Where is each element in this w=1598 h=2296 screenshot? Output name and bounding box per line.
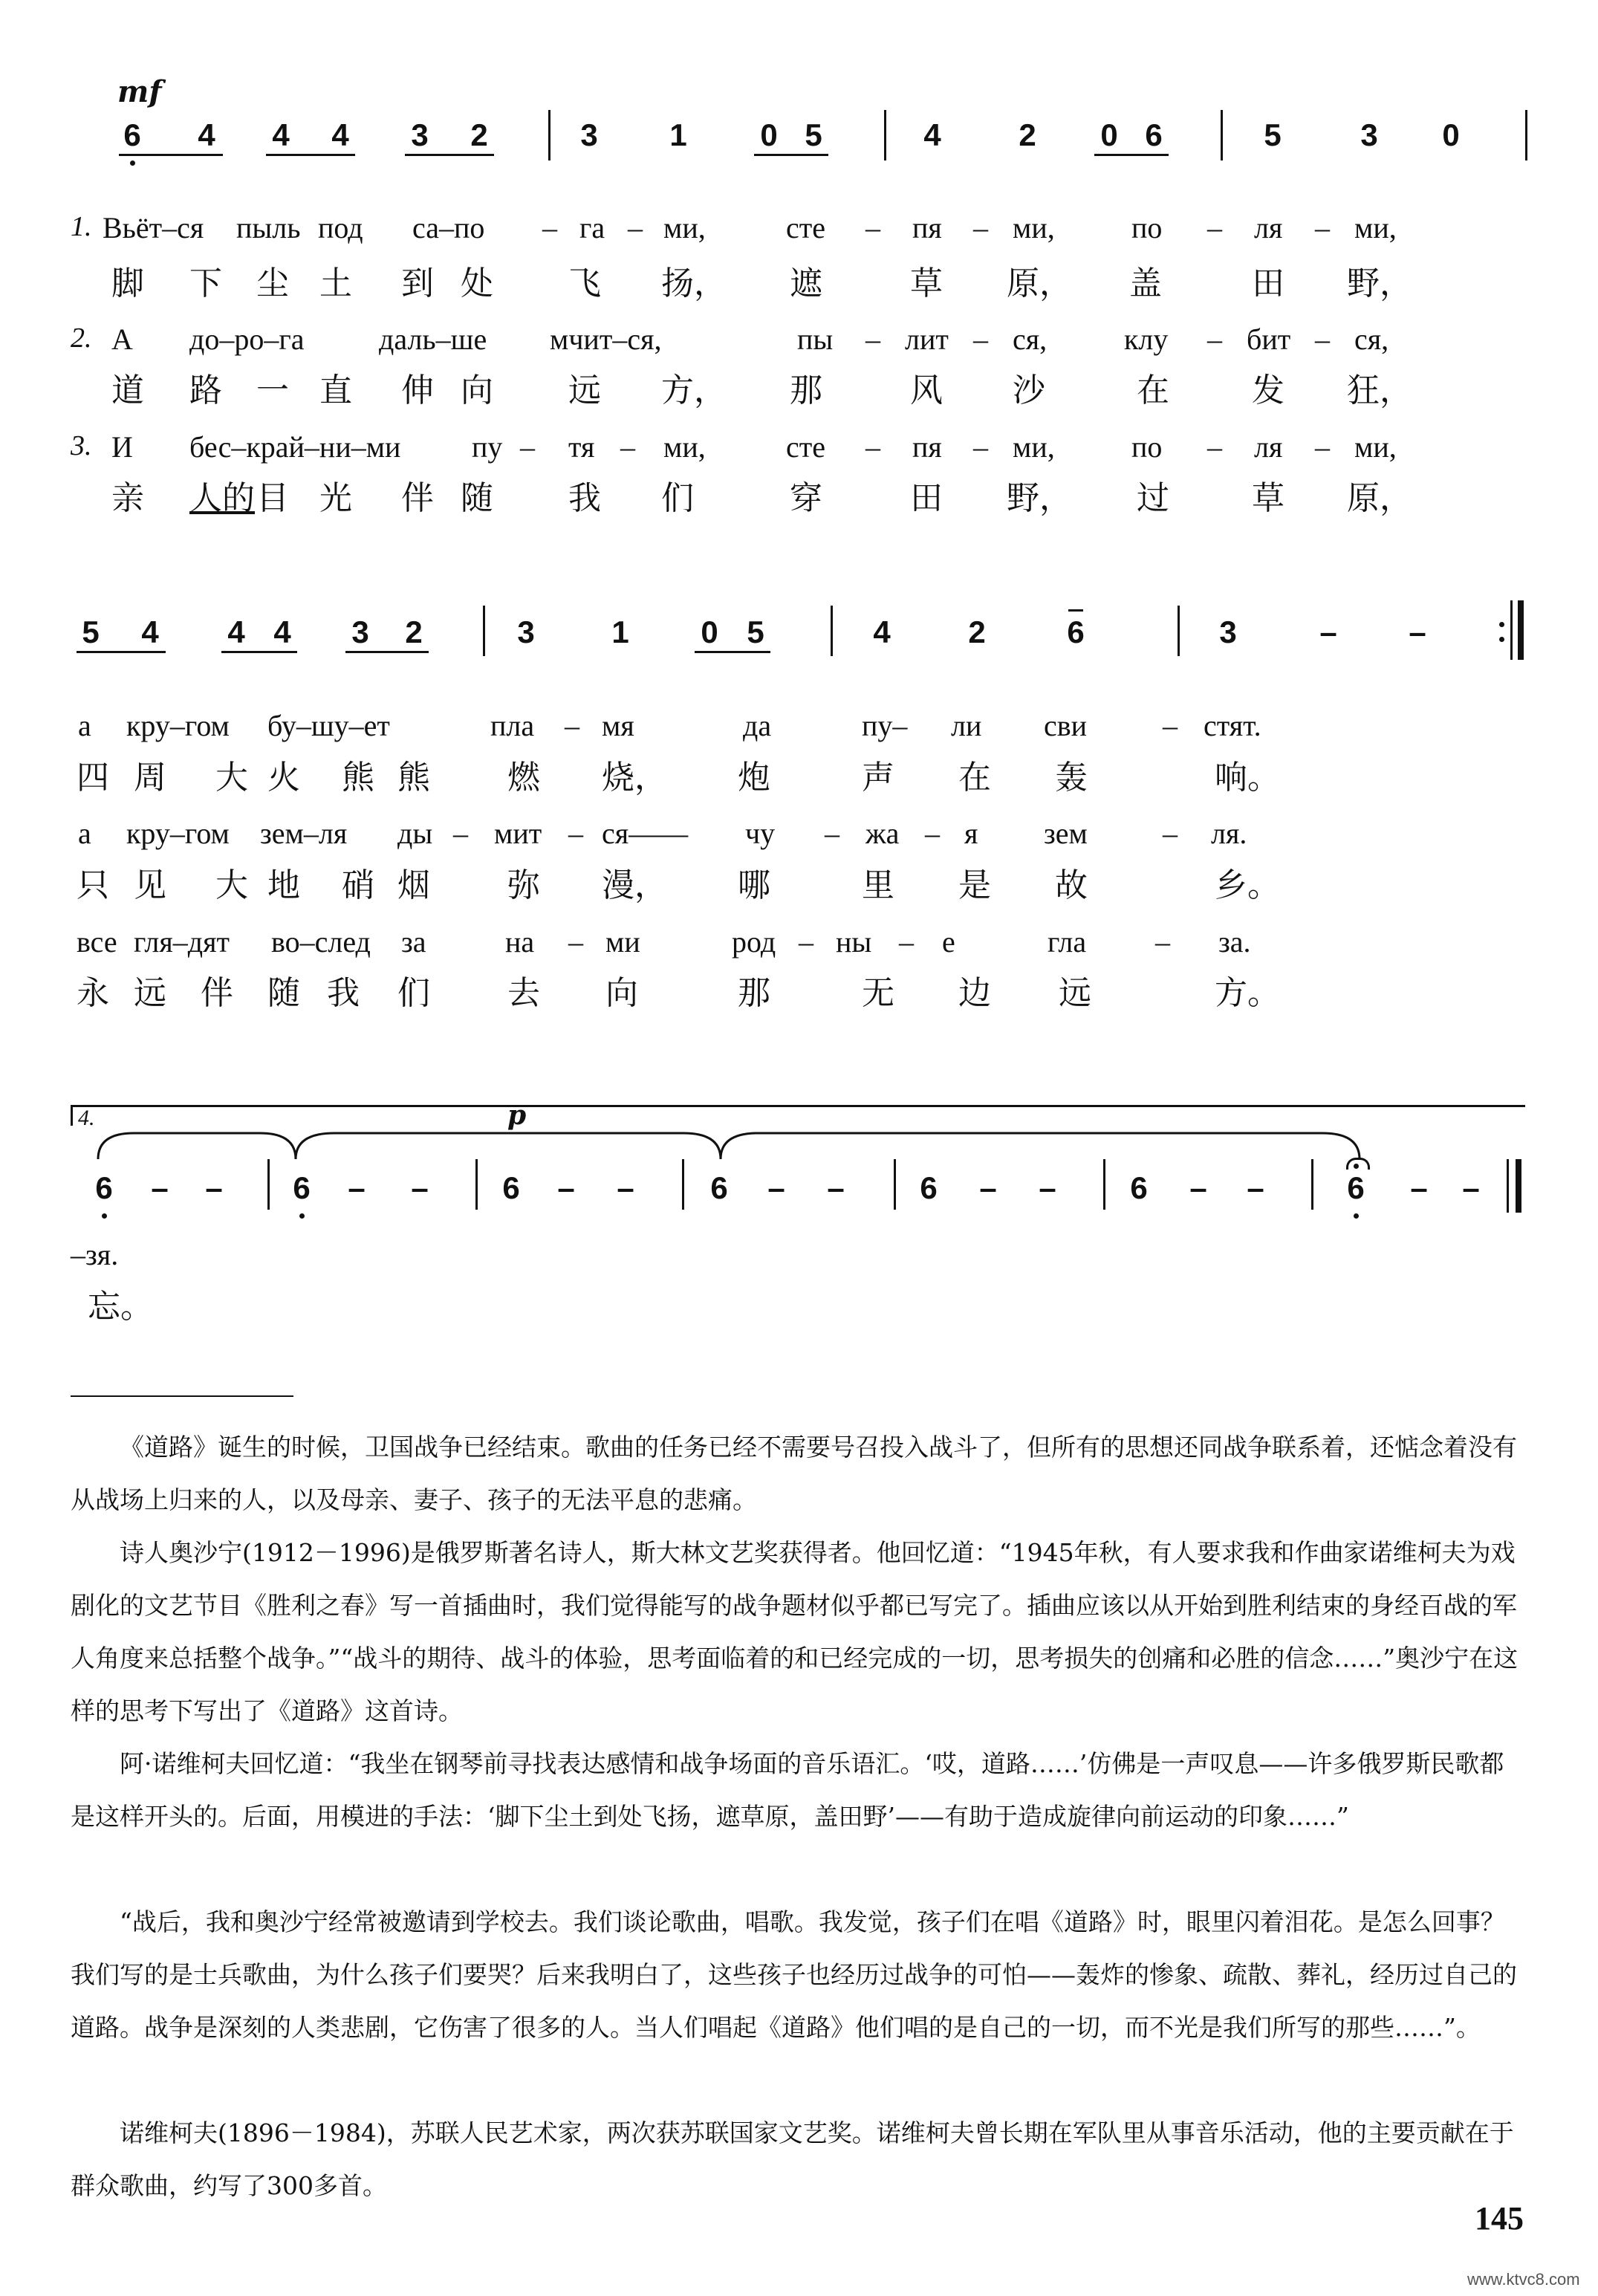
note: – bbox=[1039, 1170, 1056, 1205]
ru-syllable: пыль bbox=[236, 211, 301, 244]
ru-syllable: ми, bbox=[663, 211, 706, 244]
ru-syllable: – bbox=[1163, 817, 1178, 850]
ru-syllable: – bbox=[925, 817, 940, 850]
underline bbox=[1094, 154, 1169, 156]
cn-char: 故 bbox=[1055, 866, 1088, 904]
ru-syllable: ми, bbox=[1013, 211, 1055, 244]
note: 0 bbox=[760, 117, 778, 152]
ru-syllable: гля–дят bbox=[134, 925, 230, 959]
cn-char: 弥 bbox=[507, 866, 540, 904]
cn-char: 扬， bbox=[661, 265, 727, 302]
ru-syllable: – bbox=[865, 322, 880, 356]
note: – bbox=[348, 1170, 366, 1205]
cn-char: 远 bbox=[1059, 974, 1091, 1012]
ru-syllable: до–ро–га bbox=[189, 322, 305, 356]
cn-char: 硝 bbox=[342, 866, 374, 904]
ru-syllable: ся—— bbox=[602, 817, 689, 850]
ru-syllable: бес–край–ни–ми bbox=[189, 430, 401, 464]
cn-char: 一 bbox=[256, 372, 289, 409]
note: 0 bbox=[1442, 117, 1460, 152]
note: 6 bbox=[920, 1170, 938, 1205]
cn-char: 去 bbox=[507, 974, 540, 1012]
ru-syllable: мит bbox=[494, 817, 542, 850]
low-octave-dot bbox=[102, 1213, 107, 1219]
barline bbox=[1510, 600, 1513, 660]
ru-syllable: по bbox=[1131, 430, 1163, 464]
ru-syllable: – bbox=[520, 430, 535, 464]
cn-char: 只 bbox=[77, 866, 109, 904]
ru-syllable: – bbox=[865, 430, 880, 464]
note: – bbox=[1410, 1170, 1428, 1205]
ru-syllable: пы bbox=[797, 322, 834, 356]
ru-syllable: ны bbox=[836, 925, 872, 959]
underline bbox=[754, 154, 828, 156]
ru-syllable: зем–ля bbox=[260, 817, 348, 850]
ru-syllable: – bbox=[973, 322, 988, 356]
ru-syllable: сте bbox=[786, 211, 825, 244]
ru-syllable: гла bbox=[1048, 925, 1087, 959]
cn-char: 伴 bbox=[201, 974, 233, 1012]
ru-syllable: ля bbox=[1254, 211, 1283, 244]
ru-syllable: – bbox=[1207, 430, 1222, 464]
note: – bbox=[979, 1170, 997, 1205]
cn-char: 火 bbox=[267, 759, 300, 797]
cn-char: 大 bbox=[215, 759, 248, 797]
ru-syllable: ля. bbox=[1211, 817, 1247, 850]
cn-char: 烟 bbox=[397, 866, 430, 904]
cn-char: 遮 bbox=[790, 265, 822, 302]
barline bbox=[1103, 1159, 1105, 1210]
cn-char: 土 bbox=[319, 265, 352, 302]
low-octave-dot bbox=[299, 1213, 305, 1219]
ru-syllable: мчит–ся, bbox=[550, 322, 662, 356]
ru-syllable: все bbox=[77, 925, 117, 959]
cn-char: 轰 bbox=[1055, 759, 1088, 797]
cn-char: 狂， bbox=[1347, 372, 1412, 409]
commentary-paragraph: 《道路》诞生的时候，卫国战争已经结束。歌曲的任务已经不需要号召投入战斗了，但所有的思想还同战争联系着，还惦念着没有从战场上归来的人，以及母亲、妻子、孩子的无法平息的悲痛。 bbox=[71, 1433, 1517, 1514]
note: 4 bbox=[272, 117, 290, 152]
ru-syllable: кру–гом bbox=[126, 709, 230, 742]
cn-char: 盖 bbox=[1129, 265, 1162, 302]
note: – bbox=[1409, 614, 1426, 649]
cn-char: 到 bbox=[401, 265, 434, 302]
cn-char: 下 bbox=[189, 265, 222, 302]
note: – bbox=[767, 1170, 785, 1205]
ru-syllable: – bbox=[1163, 709, 1178, 742]
barline bbox=[682, 1159, 684, 1210]
ru-syllable: да bbox=[743, 709, 772, 742]
ru-syllable: ли bbox=[951, 709, 982, 742]
repeat-dot bbox=[1499, 637, 1504, 642]
note: 2 bbox=[470, 117, 488, 152]
note: 6 bbox=[1347, 1170, 1365, 1205]
cn-char: 见 bbox=[134, 866, 166, 904]
note: 1 bbox=[611, 614, 629, 649]
ru-syllable: – bbox=[1155, 925, 1170, 959]
ru-syllable: – bbox=[568, 817, 583, 850]
note: 6 bbox=[293, 1170, 311, 1205]
ru-syllable: Вьёт–ся bbox=[103, 211, 204, 244]
ru-syllable: пу– bbox=[862, 709, 908, 742]
barline bbox=[884, 110, 886, 160]
ru-syllable: сте bbox=[786, 430, 825, 464]
cn-char: 草 bbox=[910, 265, 943, 302]
cn-char: 伸 bbox=[401, 372, 434, 409]
note: – bbox=[205, 1170, 223, 1205]
ru-syllable: сви bbox=[1044, 709, 1088, 742]
barline bbox=[483, 606, 485, 656]
ru-syllable: – bbox=[799, 925, 813, 959]
cn-char: 穿 bbox=[790, 479, 822, 517]
barline bbox=[548, 110, 550, 160]
ru-syllable: – bbox=[973, 211, 988, 244]
note: 2 bbox=[405, 614, 423, 649]
ru-syllable: ся, bbox=[1013, 322, 1048, 356]
cn-char: 响。 bbox=[1215, 759, 1280, 797]
cn-char: 熊 bbox=[342, 759, 374, 797]
ru-syllable: – bbox=[565, 709, 579, 742]
ru-syllable: – bbox=[1207, 322, 1222, 356]
barline bbox=[1507, 1159, 1509, 1213]
cn-char: 四 bbox=[77, 759, 109, 797]
cn-char: 野， bbox=[1347, 265, 1412, 302]
low-octave-dot bbox=[1354, 1213, 1359, 1219]
ru-syllable: ми, bbox=[1354, 430, 1397, 464]
cn-char: 田 bbox=[910, 479, 943, 517]
cn-char: 光 bbox=[319, 479, 352, 517]
ru-syllable: – bbox=[628, 211, 643, 244]
cn-char: 脚 bbox=[111, 265, 144, 302]
note: – bbox=[1247, 1170, 1264, 1205]
ru-syllable: –зя. bbox=[71, 1238, 119, 1271]
cn-char: 那 bbox=[738, 974, 770, 1012]
commentary-paragraph: 诺维柯夫(1896－1984)，苏联人民艺术家，两次获苏联国家文艺奖。诺维柯夫曾长期在军队里从事音乐活动，他的主要贡献在于群众歌曲，约写了300多首。 bbox=[71, 2118, 1514, 2200]
commentary-paragraph: 阿·诺维柯夫回忆道：“我坐在钢琴前寻找表达感情和战争场面的音乐语汇。‘哎，道路……’仿佛是一声叹息——许多俄罗斯民歌都是这样开头的。后面，用模进的手法：‘脚下尘土到处飞扬，遮草原，盖田野’——有助于造成旋律向前运动的印象……” bbox=[71, 1749, 1504, 1831]
cn-char: 目 bbox=[256, 479, 289, 517]
ru-syllable: во–след bbox=[271, 925, 371, 959]
ru-syllable: зем bbox=[1044, 817, 1088, 850]
note: 3 bbox=[411, 117, 429, 152]
cn-char: 向 bbox=[605, 974, 638, 1012]
cn-char: 向 bbox=[461, 372, 493, 409]
note: 4 bbox=[227, 614, 245, 649]
underline bbox=[405, 154, 494, 156]
cn-char: 哪 bbox=[738, 866, 770, 904]
cn-char: 原， bbox=[1347, 479, 1412, 517]
note: 5 bbox=[82, 614, 100, 649]
ru-syllable: чу bbox=[745, 817, 776, 850]
ru-syllable: за. bbox=[1218, 925, 1251, 959]
ru-syllable: – bbox=[825, 817, 839, 850]
note: 6 bbox=[502, 1170, 520, 1205]
cn-char: 们 bbox=[397, 974, 430, 1012]
volta-bracket bbox=[71, 1105, 1525, 1126]
barline bbox=[1311, 1159, 1313, 1210]
fermata-dot bbox=[1354, 1164, 1359, 1169]
cn-char: 里 bbox=[862, 866, 894, 904]
cn-char: 发 bbox=[1252, 372, 1284, 409]
ru-syllable: ды bbox=[397, 817, 433, 850]
note: 6 bbox=[1067, 614, 1085, 649]
ru-syllable: пя bbox=[912, 430, 942, 464]
cn-char: 飞 bbox=[568, 265, 601, 302]
cn-char: 道 bbox=[111, 372, 144, 409]
note: – bbox=[151, 1170, 169, 1205]
cn-char: 过 bbox=[1137, 479, 1169, 517]
cn-char: 草 bbox=[1252, 479, 1284, 517]
note: 4 bbox=[923, 117, 941, 152]
cn-char: 远 bbox=[568, 372, 601, 409]
ru-syllable: стят. bbox=[1204, 709, 1261, 742]
note: 6 bbox=[123, 117, 141, 152]
cn-char: 乡。 bbox=[1215, 866, 1280, 904]
ru-syllable: тя bbox=[568, 430, 595, 464]
tie-arcs bbox=[89, 1126, 1501, 1170]
ru-syllable: ми, bbox=[1013, 430, 1055, 464]
cn-char: 无 bbox=[862, 974, 894, 1012]
ru-syllable: за bbox=[401, 925, 426, 959]
cn-char: 在 bbox=[1137, 372, 1169, 409]
note: 6 bbox=[1130, 1170, 1148, 1205]
cn-char: 野， bbox=[1007, 479, 1072, 517]
cn-char: 方， bbox=[661, 372, 727, 409]
cn-char: 直 bbox=[319, 372, 352, 409]
note: – bbox=[557, 1170, 575, 1205]
ru-syllable: пла bbox=[490, 709, 535, 742]
cn-char: 地 bbox=[267, 866, 300, 904]
ru-syllable: ля bbox=[1254, 430, 1283, 464]
ru-syllable: род bbox=[732, 925, 776, 959]
ru-syllable: – bbox=[620, 430, 635, 464]
ru-syllable: И bbox=[111, 430, 133, 464]
barline bbox=[831, 606, 833, 656]
barline bbox=[894, 1159, 896, 1210]
note: 4 bbox=[331, 117, 349, 152]
ru-syllable: – bbox=[1207, 211, 1222, 244]
cn-char: 亲 bbox=[111, 479, 144, 517]
cn-char: 漫， bbox=[602, 866, 667, 904]
ru-syllable: – bbox=[1315, 322, 1330, 356]
note: 5 bbox=[1264, 117, 1282, 152]
barline bbox=[1525, 110, 1527, 160]
note: 3 bbox=[580, 117, 598, 152]
verse-number: 3. bbox=[71, 430, 92, 461]
cn-char: 处 bbox=[461, 265, 493, 302]
underline bbox=[266, 154, 355, 156]
note: 2 bbox=[1019, 117, 1036, 152]
note: 5 bbox=[747, 614, 764, 649]
ru-syllable: ся, bbox=[1354, 322, 1389, 356]
note: – bbox=[411, 1170, 429, 1205]
ru-syllable: пя bbox=[912, 211, 942, 244]
commentary-paragraph: “战后，我和奥沙宁经常被邀请到学校去。我们谈论歌曲，唱歌。我发觉，孩子们在唱《道路》时，眼里闪着泪花。是怎么回事？我们写的是士兵歌曲，为什么孩子们要哭？后来我明白了，这些孩子也经历过战争的可怕——轰炸的惨象、疏散、葬礼，经历过自己的道路。战争是深刻的人类悲剧，它伤害了很多的人。当人们唱起《道路》他们唱的是自己的一切，而不光是我们所写的那些……”。 bbox=[71, 1907, 1517, 2042]
ru-syllable: – bbox=[568, 925, 583, 959]
ru-syllable: ми, bbox=[1354, 211, 1397, 244]
note: – bbox=[617, 1170, 634, 1205]
cn-char: 随 bbox=[461, 479, 493, 517]
ru-syllable: кру–гом bbox=[126, 817, 230, 850]
underline bbox=[221, 651, 297, 653]
ru-syllable: бу–шу–ет bbox=[267, 709, 390, 742]
note: 3 bbox=[1360, 117, 1378, 152]
barline-final bbox=[1516, 1159, 1521, 1213]
cn-char: 我 bbox=[327, 974, 360, 1012]
ru-syllable: даль–ше bbox=[379, 322, 487, 356]
ru-syllable: жа bbox=[865, 817, 900, 850]
ru-syllable: – bbox=[899, 925, 914, 959]
ru-syllable: а bbox=[78, 817, 91, 850]
note: – bbox=[1462, 1170, 1480, 1205]
cn-char: 永 bbox=[77, 974, 109, 1012]
cn-char: 大 bbox=[215, 866, 248, 904]
watermark: www.ktvc8.com bbox=[1467, 2270, 1580, 2289]
note: 6 bbox=[710, 1170, 728, 1205]
barline bbox=[1221, 110, 1223, 160]
barline bbox=[1178, 606, 1180, 656]
cn-char: 田 bbox=[1252, 265, 1284, 302]
cn-char: 们 bbox=[661, 479, 694, 517]
note: 4 bbox=[198, 117, 215, 152]
barline bbox=[267, 1159, 270, 1210]
ru-syllable: ми bbox=[605, 925, 640, 959]
ru-syllable: ми, bbox=[663, 430, 706, 464]
dynamic-mf: mf bbox=[117, 74, 162, 109]
underline bbox=[77, 651, 166, 653]
ru-syllable: – bbox=[973, 430, 988, 464]
note: 5 bbox=[805, 117, 822, 152]
barline-final bbox=[1518, 600, 1524, 660]
cn-char: 边 bbox=[958, 974, 991, 1012]
note: 4 bbox=[273, 614, 291, 649]
cn-char: 我 bbox=[568, 479, 601, 517]
dynamic-p: p bbox=[507, 1100, 527, 1131]
repeat-dot bbox=[1499, 622, 1504, 627]
note: 4 bbox=[141, 614, 159, 649]
ru-syllable: по bbox=[1131, 211, 1163, 244]
commentary-paragraph: 诗人奥沙宁(1912－1996)是俄罗斯著名诗人，斯大林文艺奖获得者。他回忆道：“1945年秋，有人要求我和作曲家诺维柯夫为戏剧化的文艺节目《胜利之春》写一首插曲时，我们觉得能写的战争题材似乎都已写完了。插曲应该以从开始到胜利结束的身经百战的军人角度来总括整个战争。”“战斗的期待、战斗的体验，思考面临着的和已经完成的一切，思考损失的创痛和必胜的信念……”奥沙宁在这样的思考下写出了《道路》这首诗。 bbox=[71, 1538, 1519, 1725]
cn-char: 周 bbox=[134, 759, 166, 797]
cn-char: 人的 bbox=[189, 479, 255, 517]
underline bbox=[119, 154, 223, 156]
ru-syllable: А bbox=[111, 322, 133, 356]
ru-syllable: под bbox=[318, 211, 363, 244]
cn-char: 方。 bbox=[1215, 974, 1280, 1012]
cn-char: 燃 bbox=[507, 759, 540, 797]
underline bbox=[1068, 609, 1083, 612]
cn-char: 随 bbox=[267, 974, 300, 1012]
underline bbox=[345, 651, 429, 653]
cn-char: 伴 bbox=[401, 479, 434, 517]
cn-char: 是 bbox=[958, 866, 991, 904]
verse-number: 1. bbox=[71, 211, 92, 242]
cn-char: 原， bbox=[1007, 265, 1072, 302]
ru-syllable: – bbox=[865, 211, 880, 244]
ru-syllable: лит bbox=[905, 322, 949, 356]
ru-syllable: на bbox=[505, 925, 535, 959]
cn-char: 那 bbox=[790, 372, 822, 409]
ru-syllable: я bbox=[964, 817, 978, 850]
ru-syllable: – bbox=[453, 817, 468, 850]
cn-char: 烧， bbox=[602, 759, 667, 797]
note: 2 bbox=[968, 614, 986, 649]
note: 6 bbox=[1145, 117, 1163, 152]
cn-char: 远 bbox=[134, 974, 166, 1012]
cn-char: 路 bbox=[189, 372, 222, 409]
underline bbox=[695, 651, 770, 653]
note: 3 bbox=[351, 614, 369, 649]
ru-syllable: – bbox=[1315, 430, 1330, 464]
note: 0 bbox=[1100, 117, 1118, 152]
cn-char: 声 bbox=[862, 759, 894, 797]
ru-syllable: бит bbox=[1247, 322, 1291, 356]
note: – bbox=[1189, 1170, 1207, 1205]
cn-char: 沙 bbox=[1013, 372, 1045, 409]
ru-syllable: а bbox=[78, 709, 91, 742]
note: – bbox=[1319, 614, 1337, 649]
verse-number: 2. bbox=[71, 322, 92, 354]
cn-char: 忘。 bbox=[88, 1288, 153, 1326]
barline bbox=[475, 1159, 478, 1210]
ru-syllable: мя bbox=[602, 709, 634, 742]
ru-syllable: са–по bbox=[412, 211, 485, 244]
ru-syllable: га bbox=[579, 211, 605, 244]
ru-syllable: клу bbox=[1124, 322, 1169, 356]
footnote-divider bbox=[71, 1395, 293, 1397]
note: 1 bbox=[669, 117, 687, 152]
ru-syllable: е bbox=[942, 925, 955, 959]
ru-syllable: пу bbox=[472, 430, 503, 464]
note: 3 bbox=[1219, 614, 1237, 649]
cn-char: 风 bbox=[910, 372, 943, 409]
ru-syllable: – bbox=[542, 211, 557, 244]
cn-char: 尘 bbox=[256, 265, 289, 302]
note: 3 bbox=[517, 614, 535, 649]
cn-char: 熊 bbox=[397, 759, 430, 797]
low-octave-dot bbox=[130, 160, 135, 166]
cn-char: 在 bbox=[958, 759, 991, 797]
page-number: 145 bbox=[1475, 2200, 1524, 2237]
note: 4 bbox=[873, 614, 891, 649]
note: 6 bbox=[95, 1170, 113, 1205]
ru-syllable: – bbox=[1315, 211, 1330, 244]
cn-char: 炮 bbox=[738, 759, 770, 797]
volta-number: 4. bbox=[78, 1106, 95, 1130]
note: – bbox=[827, 1170, 845, 1205]
note: 0 bbox=[701, 614, 718, 649]
